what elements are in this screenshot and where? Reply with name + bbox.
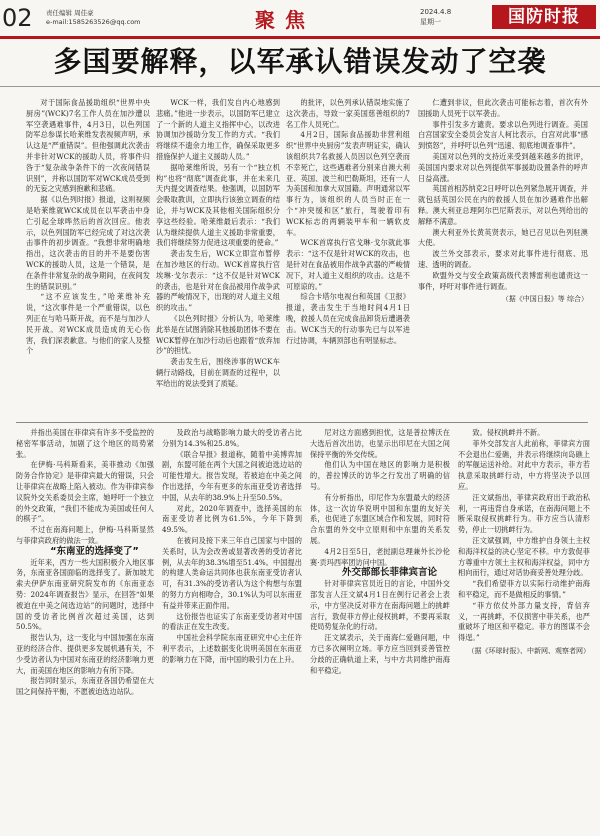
paragraph: 4月2日至5日，老挝副总理兼外长沙伦赛·贡玛西率团访问中国。	[310, 546, 450, 567]
upper-column-2	[156, 98, 280, 416]
paragraph: 《以色列时报》分析认为，哈莱维此举是在试图消除其他援助团体不要在WCK暂停在加沙行动后也跟着“放弃加沙”的担忧。	[156, 313, 280, 356]
paragraph: 不过在南海问题上，伊梅·马科斯显然与菲律宾政府的做法一致。	[16, 525, 154, 545]
issue-date	[420, 7, 475, 27]
paragraph: 并指出美国在菲律宾有许多不受监控的秘密军事活动，加剧了这个地区的局势紧张。	[16, 428, 154, 459]
headline: 多国要解释，以军承认错误发动了空袭	[53, 45, 547, 78]
upper-column-1	[26, 98, 150, 416]
paragraph: 的批评，以色列承认错误地实施了这次袭击，导致一家美国慈善组织的7名工作人员死亡。	[286, 98, 410, 129]
paragraph: 报告认为，这一变化与中国加强在东南亚的经济合作、提供更多发展机遇有关，不少受访者认为中国对东南亚的经济影响力更大，而美国在地区的影响力有所下降。	[16, 633, 154, 675]
paragraph: 对于国际食品援助组织“世界中央厨房”(WCK)7名工作人员在加沙遭以军空袭遇难事件，4月3日，以色列国防军总参谋长哈莱维发表视频声明，承认这是“严重错误”。但他强调此次袭击并非针对WCK的援助人员，将事件归咎于“复杂战争条件下的一次夜间错误识别”，并称以国防军对WCK成员受到的无妄之灾感到抱歉和悲痛。	[26, 98, 150, 194]
paragraph: WCK一样，我们发自内心地感到悲痛。”他进一步表示，以国防军已建立了一个新的人道主义指挥中心，以改进协调加沙援助分发工作的方式。“我们将继续不遗余力地工作，确保采取更多措施保护人道主义援助人员。”	[156, 98, 280, 161]
page-header	[0, 0, 600, 39]
paragraph: 在被问及接下来三年自己国家与中国的关系时，认为会改善或显著改善的受访者比例，从去年的38.3%增至51.4%。中国提出的构建人类命运共同体也获东南亚受访者认可，有31.3%的受访者认为这个构想与东盟的努力方向相吻合，30.1%认为可以东南亚有益并带来正面作用。	[162, 535, 302, 610]
paragraph: 据哈莱维所说，另有一个“独立机构”也将“彻底”调查此事，并在未来几天内提交调查结果。他强调，以国防军会吸取教训，立即执行该独立调查的结论，并与WCK及其他相关国际组织分享这些经验。哈莱维最后表示：“我们认为继续提供人道主义援助非常重要，我们将继续努力促进这项重要的使命。”	[156, 162, 280, 248]
section-title: 聚焦	[255, 8, 315, 32]
paragraph: 汪文斌强调，中方维护自身领土主权和海洋权益的决心坚定不移。中方敦促菲方尊重中方领土主权和海洋权益，同中方相向而行，通过对话协商妥善处理分歧。	[458, 535, 590, 578]
subheading: “东南亚的选择变了”	[50, 545, 139, 557]
headline-rule	[0, 86, 600, 87]
upper-column-3	[286, 98, 410, 416]
paragraph: 汪文斌指出，菲律宾政府出于政治私利，一再违背自身承诺，在南海问题上不断采取侵权挑衅行为。菲方应当认清形势，停止一切挑衅行为。	[458, 492, 590, 535]
paragraph: 对此，2020年调查中，选择美国的东南亚受访者比例为61.5%，今年下降到49.5%。	[162, 503, 302, 535]
paragraph: 报告同时显示，东南亚各国仍希望在大国之间保持平衡，不愿被迫选边站队。	[16, 676, 154, 697]
newspaper-logo: 国防时报	[492, 5, 596, 29]
paragraph: 有分析指出，印尼作为东盟最大的经济体，这一次访华说明中国和东盟的友好关系，也促进了东盟区域合作和发展，同时符合东盟的外交中立原则和中东盟的关系发展。	[310, 492, 450, 545]
paragraph: 在伊梅·马科斯看来，美菲推动《加强防务合作协定》是菲律宾最大的错误，只会让菲律宾在战略上陷入被动。作为菲律宾参议院外交关系委员会主席，她呼吁一个独立的外交政策，“我们不能成为美国或任何人的棋子”。	[16, 460, 154, 524]
paragraph: 菲外交部发言人此前称，菲律宾方面不会退出仁爱礁，并表示将继续向岛礁上的军舰运送补给。对此中方表示，菲方若执意采取挑衅行动，中方将坚决予以回应。	[458, 438, 590, 491]
paragraph: WCK首席执行官戈琳·戈尔就此事表示：“这不仅是针对WCK的攻击，也是针对在食品被用作战争武器的严峻情况下，对人道主义组织的攻击。这是不可原谅的。”	[286, 238, 410, 291]
paragraph: 近年来，西方一些大国积极介入地区事务，东南亚各国面临的选择变了。新加坡尤索夫伊萨东南亚研究院发布的《东南亚态势：2024年调查报告》显示，在回答“如果被迫在中美之间选边站”的问题时，选择中国的受访者比例首次超过美国，达到50.5%。	[16, 557, 154, 632]
date-line: 2024.4.8	[420, 8, 452, 16]
paragraph: 4月2日，国际食品援助非营利组织“世界中央厨房”发表声明证实，确认该组织共7名救援人员因以色列空袭而不幸死亡，这些遇难者分别来自澳大利亚、英国、波兰和巴勒斯坦，还有一人为美国和加拿大双国籍。声明通常以军事行为，该组织的人员当时正在一个“冲突缓和区”旅行，驾驶着印有WCK标志的两辆装甲车和一辆软皮车。	[286, 130, 410, 237]
paragraph: “这不应该发生，”哈莱维补充说，“这次事件是一个严重错误，以色列正在与哈马斯开战，而不是与加沙人民开战。对WCK成员造成的无心伤害，我们深表歉意。与他们的家人及整个	[26, 292, 150, 356]
paragraph: 《联合早报》报道称，随着中美博弈加剧，东盟可能在两个大国之间被迫选边站的可能性增大。报告发现，若被迫在中美之间作出选择，今年有更多的东南亚受访者选择中国，从去年的38.9%上升至50.5%。	[162, 449, 302, 502]
paragraph: 综合卡塔尔电视台和英国《卫报》报道，袭击发生于当地时间4月1日晚，救援人员在完成食品卸货后遭遇袭击。WCK当天的行动事先已与以军进行过协调，车辆顶部也有明显标志。	[286, 292, 410, 345]
paragraph: 美国对以色列的支持近来受到越来越多的批评，美国国内要求对以色列提供军事援助设置条件的呼声日益高涨。	[418, 151, 588, 183]
lower-column-4	[458, 428, 590, 832]
email-line: e-mail:1585263526@qq.com	[46, 18, 141, 26]
paragraph: 事件引发多方谴责。要求以色列进行调查。美国白宫国家安全委员会发言人柯比表示，白宫对此事“感到愤怒”，并呼吁以色列“迅速、彻底地调查事件”。	[418, 119, 588, 151]
lower-column-3	[310, 428, 450, 832]
lower-column-2	[162, 428, 302, 832]
subheading: 外交部部长菲律宾言论	[341, 567, 437, 579]
paragraph: 澳大利亚外长黄英贤表示，她已召见以色列驻澳大使。	[418, 227, 588, 248]
paragraph: 袭击发生后，WCK立即宣布暂停在加沙地区的行动。WCK首席执行官埃琳·戈尔表示：“这不仅是针对WCK的袭击，也是针对在食品被用作战争武器的严峻情况下，出现的对人道主义组织的攻击。”	[156, 249, 280, 313]
weekday-line: 星期一	[420, 18, 441, 26]
paragraph: 他们认为中国在地区的影响力是积极的，普拉博沃的访华之行发出了明确的信号。	[310, 460, 450, 491]
upper-credit: （据《中国日报》等 综合）	[501, 295, 588, 304]
editor-line: 责任编辑 周佳豪	[46, 9, 94, 17]
paragraph: 尼对这方面感到担忧，这是普拉博沃在大选后首次出访，也显示出印尼在大国之间保持平衡的外交传统。	[310, 428, 450, 459]
paragraph: 中国社会科学院东南亚研究中心主任许利平表示，上述数据变化说明美国在东南亚的影响力在下降，而中国的吸引力在上升。	[162, 633, 302, 664]
paragraph: 致。侵权挑衅并不新。	[472, 428, 545, 437]
page-number: 02	[2, 4, 33, 32]
lower-column-1	[16, 428, 154, 832]
upper-column-4	[418, 98, 588, 416]
paragraph: 英国首相苏纳克2日呼吁以色列紧急展开调查，并就包括英国公民在内的救援人员在加沙遇难作出解释。澳大利亚总理阿尔巴尼斯表示，对以色列给出的解释不满意。	[418, 184, 588, 226]
page-meta	[46, 9, 141, 27]
paragraph: 欧盟外交与安全政策高级代表博雷利也谴责这一事件，呼吁对事件进行调查。	[418, 270, 588, 291]
paragraph: 波兰外交部表示，要求对此事件进行彻底、迅速、透明的调查。	[418, 249, 588, 269]
paragraph: 及政治与战略影响力最大的受访者占比分别为14.3%和25.8%。	[162, 428, 302, 448]
paragraph: 这份报告也证实了东南亚受访者对中国的看法正在发生改变。	[162, 611, 302, 632]
section-divider	[16, 422, 588, 423]
paragraph: 仁遭到非议，但此次袭击可能标志着，首次有外国援助人员死于以军袭击。	[418, 98, 588, 118]
paragraph: 汪文斌表示，关于南海仁爱礁问题，中方已多次阐明立场。菲方应当回到妥善管控分歧的正确轨道上来，与中方共同维护南海和平稳定。	[310, 633, 450, 675]
lower-credit: （据《环球时报》、中新网、观察者网）	[467, 646, 590, 655]
paragraph: 据《以色列时报》报道，这则视频是哈莱维就WCK成员在以军袭击中身亡引起全球哗然后的首次回应。他表示，以色列国防军已经完成了对这次袭击事件的初步调查。“我想非常明确地指出，这次袭击的目的并不是要伤害WCK的援助人员，这是一个错误，是在条件非常复杂的战争期间，在夜间发生的错误识别。”	[26, 195, 150, 291]
paragraph: “菲方依仗外部力量支持，背信弃义，一再挑衅，不仅损害中菲关系，也严重破坏了地区和平稳定。菲方的图谋不会得逞。”	[458, 600, 590, 643]
paragraph: “我们希望菲方以实际行动维护南海和平稳定，而不是做相反的事情。”	[458, 579, 590, 599]
paragraph: 针对菲律宾官员近日的言论，中国外交部发言人汪文斌4月1日在例行记者会上表示，中方坚决反对菲方在南海问题上的挑衅言行，敦促菲方停止侵权挑衅，不要再采取使局势复杂化的行动。	[310, 579, 450, 632]
paragraph: 袭击发生后，围绕涉事的WCK车辆行动路线，目前在调查的过程中，以军给出的说法受到了质疑。	[156, 357, 280, 388]
